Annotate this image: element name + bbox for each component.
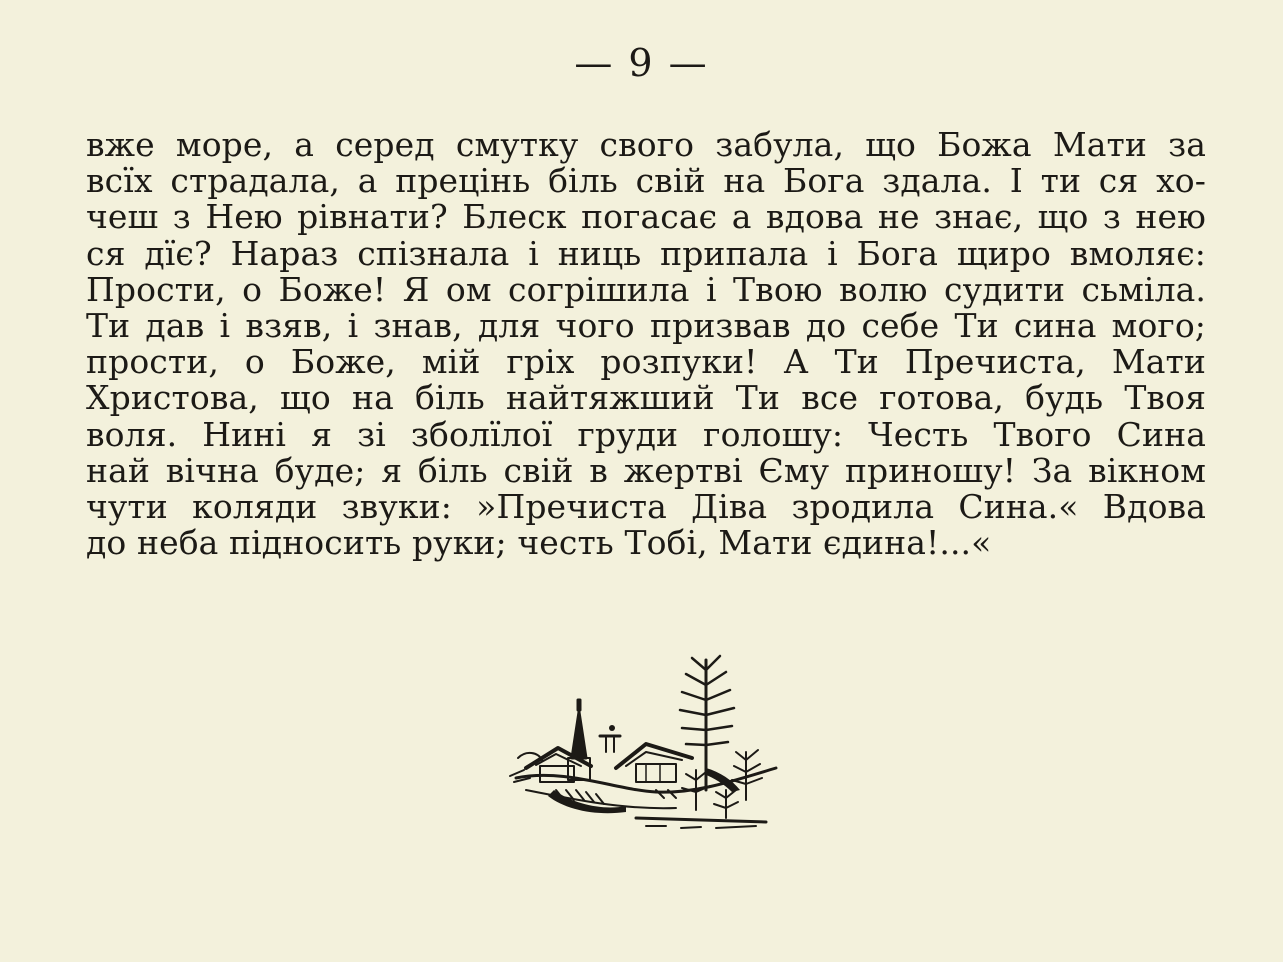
text-line: Ти дав і взяв, і знав, для чого призвав до себе Ти сина мого; [86,305,1206,345]
text-line: всїх страдала, а прецінь біль свій на Бога здала. І ти ся хо- [86,161,1206,201]
text-line: чеш з Нею рівнати? Блеск погасає а вдова не знає, що з нею [86,197,1206,237]
text-line: ся дїє? Нараз спізнала і ниць припала і Бога щиро вмоляє: [86,233,1206,273]
text-line: воля. Нині я зі зболїлої груди голошу: Честь Твого Сина [86,414,1206,454]
body-text [86,127,1206,561]
text-line: чути коляди звуки: »Пречиста Діва зродила Сина.« Вдова [86,486,1206,526]
page-number: — 9 — [574,41,709,85]
text-line: вже море, а серед смутку свого забула, що Божа Мати за [86,125,1206,164]
winter-village-vignette-icon [496,640,786,840]
text-line: Прости, о Боже! Я ом согрішила і Твою волю судити сьміла. [86,269,1206,309]
text-line: прости, о Боже, мій гріх розпуки! А Ти Пречиста, Мати [86,342,1206,382]
text-line: Христова, що на біль найтяжший Ти все готова, будь Твоя [86,378,1206,418]
text-line: до неба підносить руки; честь Тобі, Мати єдина!...« [86,523,992,563]
text-line: най вічна буде; я біль свій в жертві Єму приношу! За вікном [86,450,1206,490]
